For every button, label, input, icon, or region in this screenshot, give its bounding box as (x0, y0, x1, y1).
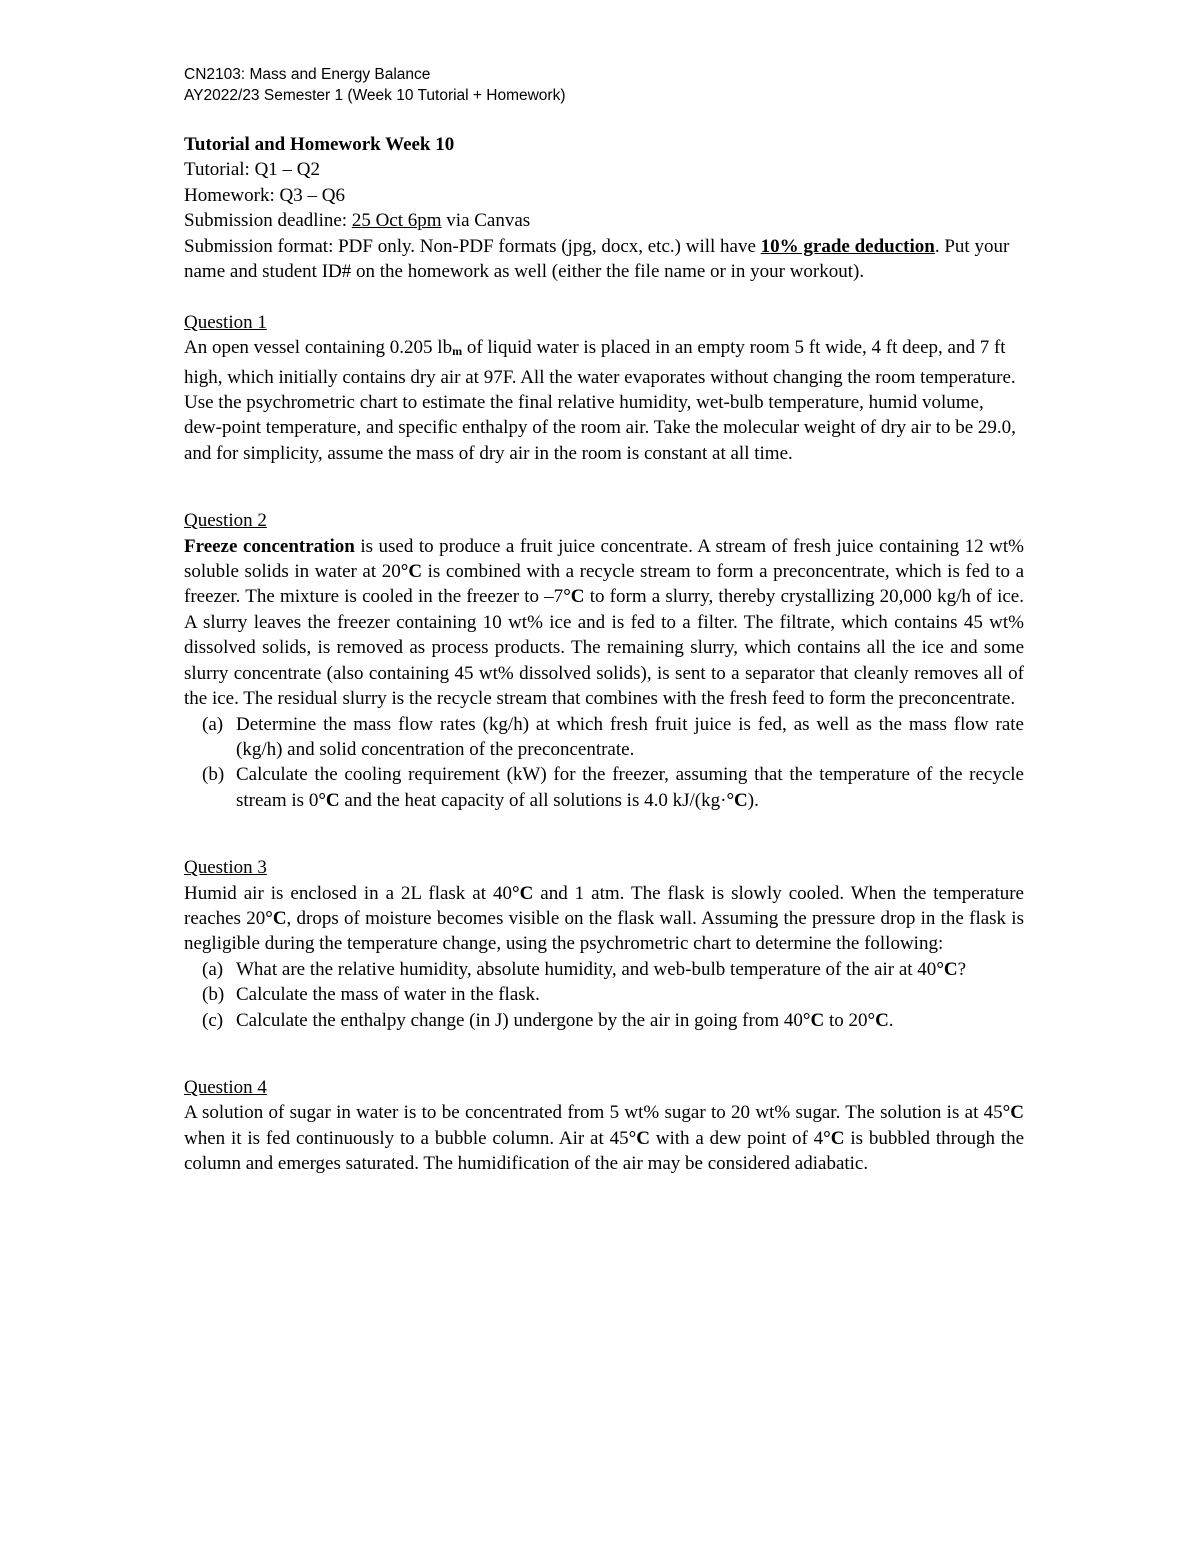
question-3-text: Humid air is enclosed in a 2L flask at 40°C and 1 atm. The flask is slowly cooled. When the temperature reaches 20°C, drops of moisture becomes visible on the flask wall. Assuming the pressure drop in the flask is negligible during the temperature change, using the psychrometric chart to determine the following: (184, 882, 1024, 955)
question-2-heading: Question 2 (184, 510, 267, 532)
question-2-text: Freeze concentration is used to produce a fruit juice concentrate. A stream of fresh juice containing 12 wt% soluble solids in water at 20°C is combined with a recycle stream to form a preconcentrate, which is fed to a freezer. The mixture is cooled in the freezer to –7°C to form a slurry, thereby crystallizing 20,000 kg/h of ice. A slurry leaves the freezer containing 10 wt% ice and is fed to a filter. The filtrate, which contains 45 wt% dissolved solids, is removed as process products. The remaining slurry, which contains all the ice and some slurry concentrate (also containing 45 wt% dissolved solids), is sent to a separator that cleanly removes all of the ice. The residual slurry is the recycle stream that combines with the fresh feed to form the preconcentrate. (184, 535, 1025, 710)
question-3-part-b: (b) Calculate the mass of water in the flask. (202, 984, 540, 1006)
question-2-parts (184, 712, 1024, 814)
tutorial-range: Tutorial: Q1 – Q2 (184, 159, 321, 181)
document-title: Tutorial and Homework Week 10 (184, 134, 455, 155)
question-2-part-a: (a) Determine the mass flow rates (kg/h) at which fresh fruit juice is fed, as well as the mass flow rate (kg/h) and solid concentration of the preconcentrate. (202, 713, 1024, 760)
question-1-heading: Question 1 (184, 311, 267, 333)
question-1-text: An open vessel containing 0.205 $lb_m$ of liquid water is placed in an empty room 5 ft wide, 4 ft deep, and 7 ft high, which initially contains dry air at 97F. All the water evaporates without changing the room temperature. Use the psychrometric chart to estimate the final relative humidity, wet-bulb temperature, humid volume, dew-point temperature, and specific enthalpy of the room air. Take the molecular weight of dry air to be 29.0, and for simplicity, assume the mass of dry air in the room is constant at all time. (184, 337, 1016, 464)
submission-format: Submission format: PDF only. Non-PDF formats (jpg, docx, etc.) will have 10% grade deduction. Put your name and student ID# on the homework as well (either the file name or in your workout). (184, 235, 1010, 283)
deadline-date: 25 Oct 6pm (351, 210, 442, 232)
homework-range: Homework: Q3 – Q6 (184, 184, 345, 206)
document-body (184, 132, 1024, 1177)
question-3-part-c: (c) Calculate the enthalpy change (in J) undergone by the air in going from 40°C to 20°C. (202, 1009, 894, 1031)
freeze-concentration-term: Freeze concentration (184, 535, 355, 557)
semester-line: AY2022/23 Semester 1 (Week 10 Tutorial + Homework) (184, 87, 566, 104)
question-3-part-a: (a) What are the relative humidity, absolute humidity, and web-bulb temperature of the air at 40°C? (202, 958, 967, 980)
page-header (184, 64, 1200, 106)
question-3-heading: Question 3 (184, 857, 267, 879)
question-2-part-b: (b) Calculate the cooling requirement (kW) for the freezer, assuming that the temperature of the recycle stream is 0°C and the heat capacity of all solutions is 4.0 kJ/(kg·°C). (202, 764, 1024, 811)
question-4-heading: Question 4 (184, 1076, 267, 1098)
course-title: CN2103: Mass and Energy Balance (184, 66, 431, 83)
mass-unit-subscript: m (452, 344, 463, 359)
grade-deduction-emphasis: 10% grade deduction (760, 235, 935, 257)
question-4-text: A solution of sugar in water is to be concentrated from 5 wt% sugar to 20 wt% sugar. The solution is at 45°C when it is fed continuously to a bubble column. Air at 45°C with a dew point of 4°C is bubbled through the column and emerges saturated. The humidification of the air may be considered adiabatic. (184, 1102, 1025, 1175)
submission-deadline: Submission deadline: 25 Oct 6pm via Canvas (184, 210, 531, 232)
question-3-parts (184, 957, 1024, 1033)
